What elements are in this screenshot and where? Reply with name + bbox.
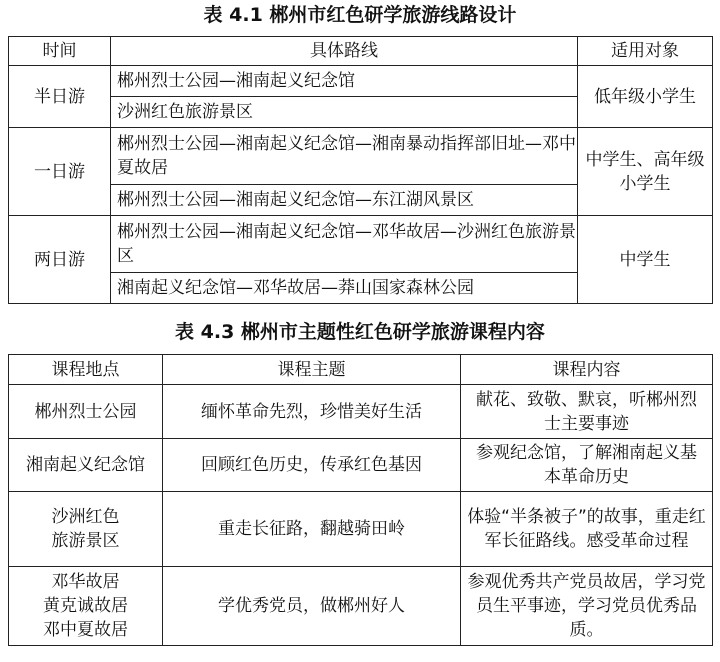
audience-cell: 中学生 (578, 216, 713, 304)
route-cell: 郴州烈士公园—湘南起义纪念馆—湘南暴动指挥部旧址—邓中夏故居 (111, 128, 578, 185)
route-design-table (8, 36, 713, 304)
table-header-row (9, 355, 713, 385)
content-cell: 献花、致敬、默哀，听郴州烈士主要事迹 (461, 385, 713, 439)
theme-cell: 缅怀革命先烈，珍惜美好生活 (163, 385, 461, 439)
route-cell: 郴州烈士公园—湘南起义纪念馆—邓华故居—沙洲红色旅游景区 (111, 216, 578, 273)
table-header-row (9, 37, 713, 66)
table-row (9, 66, 713, 97)
audience-cell: 中学生、高年级小学生 (578, 128, 713, 216)
place-cell: 沙洲红色 旅游景区 (9, 492, 163, 567)
table-row (9, 128, 713, 185)
theme-cell: 回顾红色历史，传承红色基因 (163, 439, 461, 492)
header-route: 具体路线 (111, 37, 578, 66)
content-cell: 参观纪念馆，了解湘南起义基本革命历史 (461, 439, 713, 492)
audience-cell: 低年级小学生 (578, 66, 713, 128)
table-row (9, 492, 713, 567)
place-cell: 湘南起义纪念馆 (9, 439, 163, 492)
header-place: 课程地点 (9, 355, 163, 385)
place-cell: 郴州烈士公园 (9, 385, 163, 439)
content-cell: 参观优秀共产党员故居，学习党员生平事迹，学习党员优秀品质。 (461, 567, 713, 646)
table1-caption: 表 4.1 郴州市红色研学旅游线路设计 (203, 4, 517, 26)
table-row (9, 385, 713, 439)
route-cell: 郴州烈士公园—湘南起义纪念馆 (111, 66, 578, 97)
content-cell: 体验“半条被子”的故事，重走红军长征路线。感受革命过程 (461, 492, 713, 567)
theme-cell: 重走长征路，翻越骑田岭 (163, 492, 461, 567)
route-cell: 湘南起义纪念馆—邓华故居—莽山国家森林公园 (111, 273, 578, 304)
time-cell: 半日游 (9, 66, 111, 128)
theme-cell: 学优秀党员，做郴州好人 (163, 567, 461, 646)
header-content: 课程内容 (461, 355, 713, 385)
time-cell: 两日游 (9, 216, 111, 304)
header-audience: 适用对象 (578, 37, 713, 66)
time-cell: 一日游 (9, 128, 111, 216)
route-cell: 沙洲红色旅游景区 (111, 97, 578, 128)
table2-caption: 表 4.3 郴州市主题性红色研学旅游课程内容 (175, 321, 545, 343)
header-theme: 课程主题 (163, 355, 461, 385)
table-row (9, 439, 713, 492)
header-time: 时间 (9, 37, 111, 66)
place-cell: 邓华故居 黄克诚故居 邓中夏故居 (9, 567, 163, 646)
route-cell: 郴州烈士公园—湘南起义纪念馆—东江湖风景区 (111, 185, 578, 216)
course-content-table (8, 354, 713, 646)
table-row (9, 567, 713, 646)
table-row (9, 216, 713, 273)
